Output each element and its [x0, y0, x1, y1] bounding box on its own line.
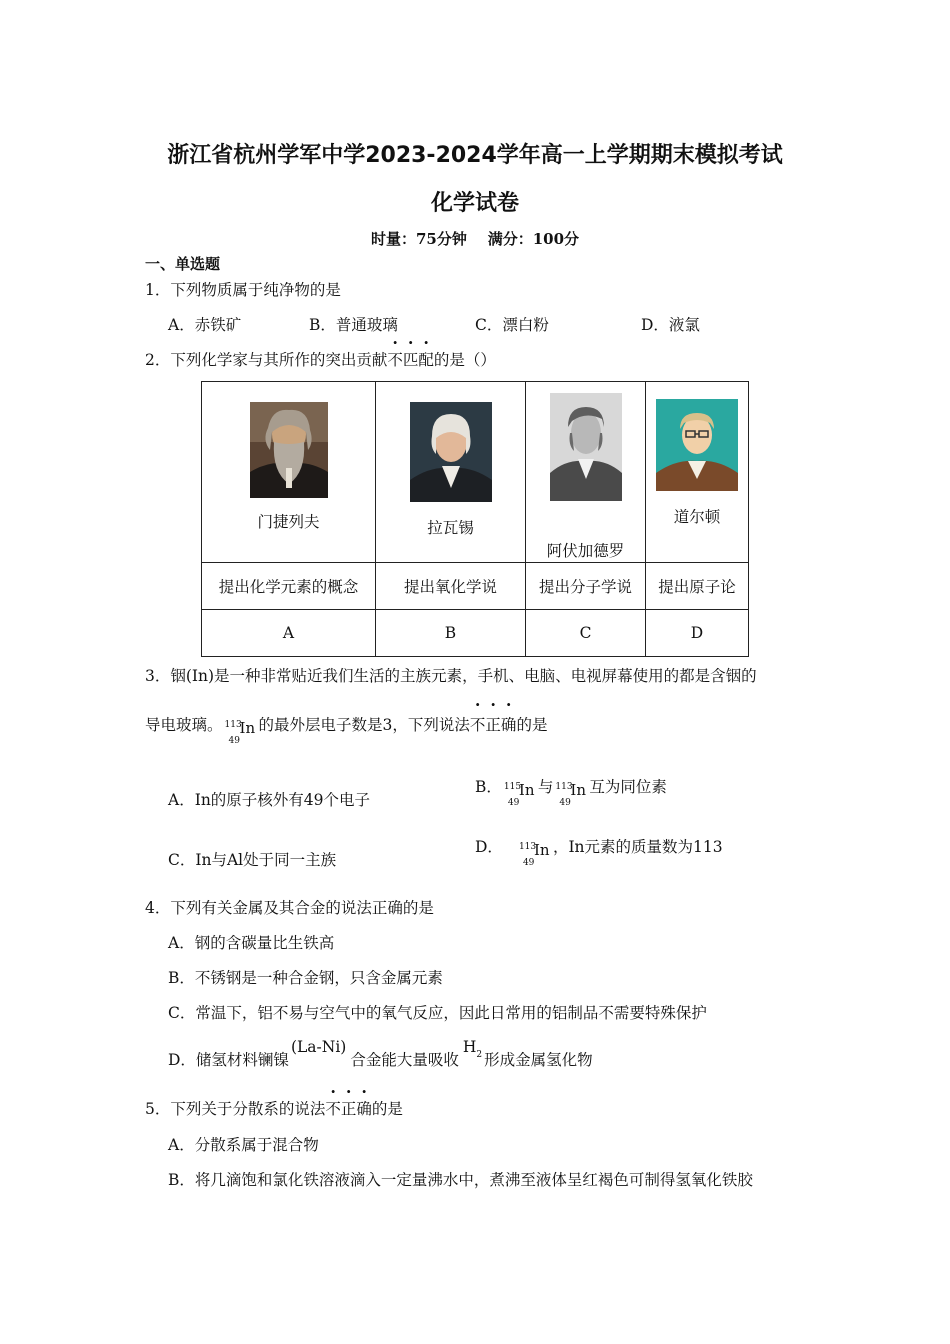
element-symbol: In	[570, 781, 586, 799]
option-text: 合金能大量吸收	[350, 1051, 459, 1069]
option-text: 形成金属氢化物	[484, 1051, 593, 1069]
option-letter-cell: A	[202, 610, 376, 657]
scientist-cell-mendeleev	[202, 382, 376, 563]
emphasis-char: 不	[387, 351, 403, 369]
scientist-table	[201, 381, 749, 657]
scientist-name: 阿伏加德罗	[546, 542, 625, 560]
q4-option-d	[168, 1038, 593, 1070]
mendeleev-portrait	[250, 402, 328, 498]
isotope-in-115	[502, 772, 538, 808]
chemical-formula: H	[462, 1038, 477, 1056]
scientist-name: 拉瓦锡	[427, 519, 474, 537]
option-letter-cell: C	[526, 610, 646, 657]
option-text: ，In元素的质量数为113	[552, 838, 723, 856]
q4-option-b: B．不锈钢是一种合金钢，只含金属元素	[168, 969, 443, 987]
q1-option-a: A．赤铁矿	[168, 316, 242, 334]
scientist-name: 门捷列夫	[257, 513, 320, 531]
scientist-cell-lavoisier	[376, 382, 526, 563]
q5-stem-post: 的是	[371, 1100, 403, 1118]
exam-meta: 时量：75分钟 满分：100分	[370, 230, 580, 248]
lavoisier-portrait	[410, 402, 492, 502]
option-letter-cell: D	[646, 610, 749, 657]
emphasis-char: 不	[469, 716, 486, 734]
emphasis-char: 不	[325, 1100, 341, 1118]
page-title: 浙江省杭州学军中学2023-2024学年高一上学期期末模拟考试	[167, 143, 783, 168]
q5-stem-pre: 5．下列关于分散系的说法	[145, 1100, 326, 1118]
q3-option-a: A．In的原子核外有49个电子	[168, 791, 371, 809]
atomic-number: 49	[228, 736, 240, 746]
scientist-cell-avogadro	[526, 382, 646, 563]
option-label: B．	[475, 778, 502, 796]
q1-option-d: D．液氯	[641, 316, 700, 334]
q5-option-a: A．分散系属于混合物	[168, 1136, 319, 1154]
emphasis-char: 匹	[402, 351, 419, 369]
emphasis-char: 正	[340, 1100, 357, 1118]
option-text: D．储氢材料镧镍	[168, 1051, 289, 1069]
option-text: 互为同位素	[589, 778, 667, 796]
emphasis-char: 正	[485, 716, 501, 734]
isotope-in-113	[223, 710, 259, 746]
question-4-stem: 4．下列有关金属及其合金的说法正确的是	[145, 899, 434, 917]
element-symbol: In	[518, 781, 535, 799]
question-2-stem	[145, 348, 496, 370]
q2-stem-post: 的是（）	[433, 351, 496, 369]
q3-stem-mid: 的最外层电子数是3，下列说法	[258, 716, 470, 734]
question-3-stem-line1: 3．铟(In)是一种非常贴近我们生活的主族元素，手机、电脑、电视屏幕使用的都是含铟的	[145, 667, 757, 685]
option-label: D．	[475, 838, 503, 856]
atomic-number: 49	[559, 798, 571, 808]
isotope-in-113	[517, 832, 553, 868]
q5-option-b: B．将几滴饱和氯化铁溶液滴入一定量沸水中，煮沸至液体呈红褐色可制得氢氧化铁胶	[168, 1171, 753, 1189]
q4-option-a: A．钢的含碳量比生铁高	[168, 934, 335, 952]
scientist-name: 道尔顿	[673, 508, 721, 526]
atomic-number: 49	[507, 798, 520, 808]
q3-stem-post: 的是	[516, 716, 548, 734]
element-symbol: In	[533, 841, 550, 859]
avogadro-portrait	[550, 393, 622, 501]
q3-option-c: C．In与Al处于同一主族	[168, 851, 337, 869]
atomic-number: 49	[522, 858, 535, 868]
q1-option-c: C．漂白粉	[475, 316, 549, 334]
option-text: 与	[537, 778, 554, 796]
emphasis-char: 确	[356, 1100, 372, 1118]
section-heading: 一、单选题	[145, 255, 221, 273]
q1-option-b: B．普通玻璃	[309, 316, 398, 334]
question-3-stem-line2	[145, 710, 548, 746]
subscript: 2	[476, 1050, 483, 1060]
emphasis-char: 确	[500, 716, 517, 734]
dalton-portrait	[656, 399, 738, 491]
mass-number: 113	[224, 720, 242, 730]
isotope-in-113	[553, 772, 589, 808]
question-5-stem	[145, 1097, 403, 1119]
emphasis-char: 配	[418, 351, 434, 369]
q4-option-c: C．常温下，铝不易与空气中的氧气反应，因此日常用的铝制品不需要特殊保护	[168, 1004, 707, 1022]
q2-stem-pre: 2．下列化学家与其所作的突出贡献	[145, 351, 388, 369]
mass-number: 113	[555, 782, 573, 792]
q3-option-d	[475, 832, 723, 868]
contribution-cell: 提出氧化学说	[376, 563, 526, 610]
page-subtitle: 化学试卷	[430, 191, 519, 216]
q3-option-b	[475, 772, 667, 808]
mass-number: 113	[518, 842, 537, 852]
contribution-cell: 提出原子论	[646, 563, 749, 610]
question-1-stem: 1．下列物质属于纯净物的是	[145, 281, 341, 299]
contribution-cell: 提出化学元素的概念	[202, 563, 376, 610]
option-letter-cell: B	[376, 610, 526, 657]
scientist-cell-dalton	[646, 382, 749, 563]
chemical-formula: (La-Ni)	[290, 1038, 347, 1056]
q3-stem-pre: 导电玻璃。	[145, 716, 223, 734]
mass-number: 115	[503, 782, 522, 792]
element-symbol: In	[239, 719, 256, 737]
contribution-cell: 提出分子学说	[526, 563, 646, 610]
